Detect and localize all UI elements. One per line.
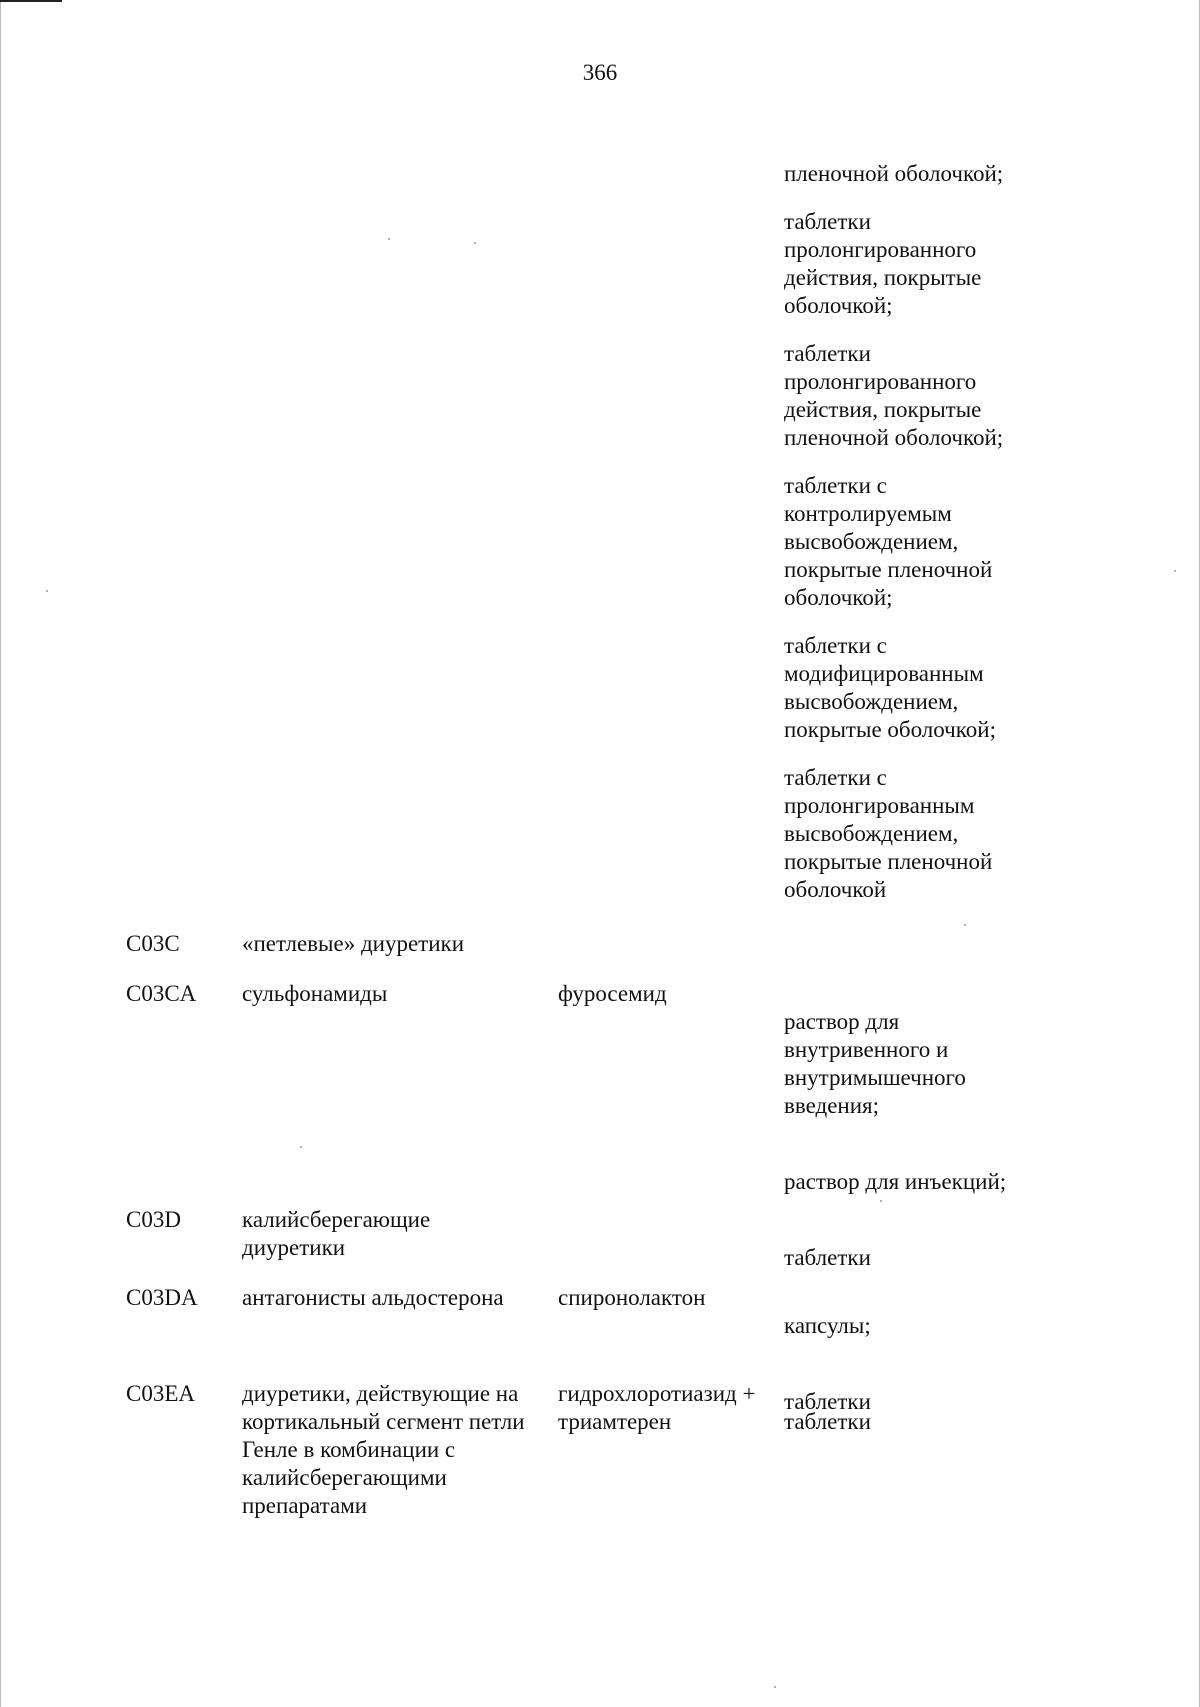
scan-speck — [774, 1686, 776, 1688]
atc-group: сульфонамиды — [242, 981, 388, 1006]
drug-name: фуросемид — [558, 981, 667, 1006]
scan-speck — [964, 924, 966, 926]
form-item: капсулы; — [784, 1313, 871, 1338]
form-item: таблетки пролонгированного действия, покрытые пленочной оболочкой; — [784, 341, 1004, 450]
scan-corner-mark — [0, 0, 62, 2]
form-item: таблетки пролонгированного действия, покрытые оболочкой; — [784, 209, 982, 318]
form-item: таблетки — [784, 1409, 871, 1434]
page-number: 366 — [582, 60, 618, 85]
form-item: раствор для внутривенного и внутримышечного введения; — [784, 1009, 966, 1118]
atc-code: C03EA — [126, 1381, 195, 1406]
scan-speck — [46, 590, 48, 592]
form-item: пленочной оболочкой; — [784, 161, 1004, 186]
form-item: таблетки — [784, 1245, 871, 1270]
atc-group: калийсберегающие диуретики — [242, 1207, 431, 1260]
continuation-forms — [784, 160, 1084, 924]
scan-speck — [880, 1200, 882, 1202]
dosage-forms — [784, 1380, 1084, 1464]
atc-group: антагонисты альдостерона — [242, 1285, 504, 1310]
scan-speck — [474, 242, 476, 244]
form-item: раствор для инъекций; — [784, 1169, 1007, 1194]
atc-code: C03D — [126, 1207, 181, 1232]
atc-code: C03DA — [126, 1285, 198, 1310]
atc-group: «петлевые» диуретики — [242, 931, 465, 956]
scan-edge-left — [0, 0, 1, 1707]
dosage-forms — [784, 980, 1084, 1300]
scan-speck — [300, 1146, 302, 1148]
scan-speck — [1174, 570, 1176, 572]
form-item: таблетки с модифицированным высвобождением, покрытые оболочкой; — [784, 633, 996, 742]
scan-speck — [388, 238, 390, 240]
atc-code: C03CA — [126, 981, 197, 1006]
drug-name: спиронолактон — [558, 1285, 706, 1310]
drug-name: гидрохлоротиазид + триамтерен — [558, 1381, 756, 1434]
atc-code: C03C — [126, 931, 180, 956]
form-item: таблетки — [784, 1389, 871, 1414]
form-item: таблетки с пролонгированным высвобождением, покрытые пленочной оболочкой — [784, 765, 993, 902]
form-item: таблетки с контролируемым высвобождением, покрытые пленочной оболочкой; — [784, 473, 993, 610]
atc-group: диуретики, действующие на кортикальный сегмент петли Генле в комбинации с калийсберегающими препаратами — [242, 1381, 525, 1518]
